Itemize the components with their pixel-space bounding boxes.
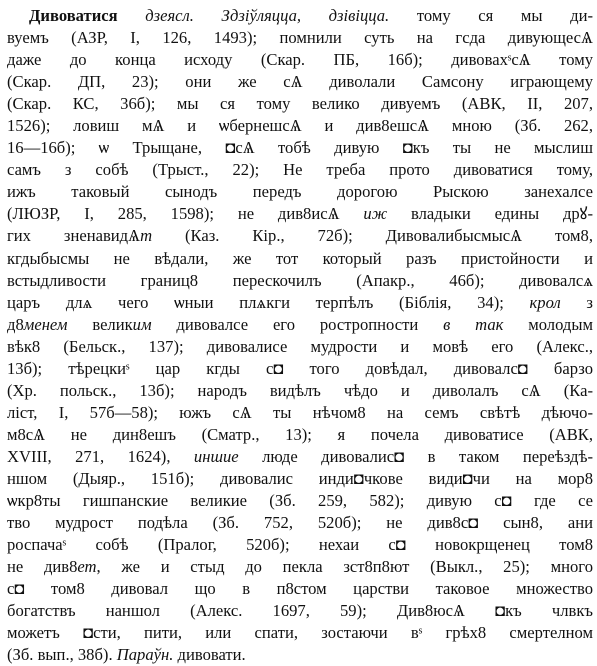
entry-line <box>7 115 593 137</box>
entry-text: люде дивовалис◘ в таком переѣздѣ- <box>238 446 593 466</box>
entry-text: (Зб. вып., 38б). <box>7 645 117 665</box>
entry-text: можетъ ◘сти, пити, или спати, зостаючи вˢ грѣх8 смертелном <box>7 623 593 643</box>
entry-text: 16—16б); ѡ Трыщане, ◘сѦ тобѣ дивую ◘къ ты не мыслиш <box>7 138 593 158</box>
italic-text: им <box>132 314 152 334</box>
entry-line <box>7 336 593 358</box>
italic-text: ет <box>77 557 97 577</box>
italic-text: в так <box>443 314 504 334</box>
entry-text: тво мудрост подѣла (Зб. 752, 520б); не див8с◘ сын8, ани <box>7 513 593 533</box>
entry-line <box>7 600 593 622</box>
headword: Дивоватися <box>29 6 118 25</box>
entry-text: з <box>560 292 593 312</box>
entry-text: вѣк8 (Бельск., 137); дивовалисе мудрости и мовѣ его (Алекс., <box>7 336 593 356</box>
entry-line <box>7 181 593 203</box>
entry-text: дивовати. <box>173 645 246 665</box>
entry-text: роспачаˢ собѣ (Пралог, 520б); нехаи с◘ новокрщенец том8 <box>7 535 593 555</box>
entry-line <box>7 468 593 490</box>
entry-line <box>7 292 593 314</box>
entry-line <box>7 27 593 49</box>
entry-text: ліст, I, 57б—58); южъ сѦ ты нѣчом8 на семъ свѣтѣ дѣючо- <box>7 402 593 422</box>
italic-text: иж <box>363 204 388 224</box>
entry-text: вуемъ (АЗР, I, 126, 1493); помнили суть на гсда дивующесѦ <box>7 28 593 48</box>
entry-text: кгдыбысмы не вѣдали, же тот который разъ пристойности и <box>7 248 593 268</box>
entry-line <box>7 402 593 424</box>
entry-line <box>7 424 593 446</box>
entry-line <box>7 446 593 468</box>
entry-line <box>7 490 593 512</box>
italic-text: т <box>140 226 153 246</box>
entry-line <box>7 159 593 181</box>
entry-text: дивовалсе его ростропности <box>151 314 444 334</box>
entry-line <box>7 225 593 247</box>
entry-text: (Скар. КС, 36б); мы ся тому велико дивуемъ (АВК, II, 207, <box>7 94 593 114</box>
entry-text: молодым <box>503 314 593 334</box>
entry-line <box>7 380 593 402</box>
entry-text: даже до конца исходу (Скар. ПБ, 16б); дивовахˢсѦ тому <box>7 50 593 70</box>
entry-text: владыки едины дрꙋ- <box>387 204 593 224</box>
entry-text: ижъ таковый сынодъ передъ дорогою Рыскою занехалсе <box>7 182 593 202</box>
entry-text: , же и стыд до пекла зст8п8ют (Выкл., 25); много <box>96 557 593 577</box>
entry-text: царъ длѧ чего ѡныи плѧкги терпѣлъ (Біблія, 34); <box>7 292 530 312</box>
entry-text: встыдливости границ8 перескочилъ (Апакр., 46б); дивовалсѧ <box>7 270 593 290</box>
entry-line <box>7 644 593 666</box>
entry-line <box>7 578 593 600</box>
entry-text: XVIII, 271, 1624), <box>7 446 194 466</box>
entry-text <box>118 6 146 25</box>
entry-text: ншом (Дыяр., 151б); дивовалис инди◘чковe види◘чи на мор8 <box>7 468 593 488</box>
entry-text: (Каз. Кір., 72б); ДивовалибысмысѦ том8, <box>152 226 593 246</box>
entry-text: велик <box>67 314 133 334</box>
entry-line <box>7 314 593 336</box>
entry-line <box>7 203 593 225</box>
entry-line <box>7 270 593 292</box>
entry-line <box>7 534 593 556</box>
entry-line <box>7 137 593 159</box>
entry-line <box>7 556 593 578</box>
entry-text: д8 <box>7 314 24 334</box>
entry-line <box>7 93 593 115</box>
entry-text: тому ся мы ди- <box>389 6 593 25</box>
entry-line <box>7 358 593 380</box>
entry-text: 1526); ловиш мѦ и ѡбернешсѦ и див8ешсѦ мною (Зб. 262, <box>7 116 593 136</box>
entry-line <box>7 5 593 27</box>
entry-line <box>7 49 593 71</box>
italic-text: иншие <box>193 446 239 466</box>
entry-text: богатствъ наншол (Алекс. 1697, 59); Див8юсѦ ◘къ члвкъ <box>7 601 593 621</box>
italic-text: Параўн. <box>116 645 174 665</box>
italic-text: менем <box>23 314 68 334</box>
entry-text: самъ з собѣ (Трыст., 22); Не треба прото дивоватися тому, <box>7 160 593 180</box>
entry-line <box>7 248 593 270</box>
entry-text: (ЛЮЗР, I, 285, 1598); не див8исѦ <box>7 204 364 224</box>
italic-text: дзеясл. Здзіўляцца, дзівіцца. <box>145 6 390 25</box>
entry-line <box>7 512 593 534</box>
entry-text: с◘ том8 дивовал що в п8стом царстви таковое множество <box>7 579 593 599</box>
entry-text: (Хр. польск., 13б); народъ видѣлъ чѣдо и диволалъ сѦ (Ка- <box>7 380 593 400</box>
entry-text: ѡкр8ты гишпанские великие (Зб. 259, 582); дивую с◘ где се <box>7 491 593 511</box>
italic-text: крол <box>529 292 561 312</box>
entry-text: гих зненавидѦ <box>7 226 141 246</box>
entry-text: не див8 <box>7 557 78 577</box>
entry-text: (Скар. ДП, 23); они же сѦ диволали Самсону играющему <box>7 72 593 92</box>
dictionary-entry <box>7 5 593 666</box>
entry-line <box>7 622 593 644</box>
entry-text: м8сѦ не дин8ешъ (Сматр., 13); я почела дивоватисе (АВК, <box>7 424 593 444</box>
entry-text: 13б); тѣрецкиˢ цар кгды с◘ того довѣдал, дивовалс◘ барзо <box>7 358 593 378</box>
entry-line <box>7 71 593 93</box>
